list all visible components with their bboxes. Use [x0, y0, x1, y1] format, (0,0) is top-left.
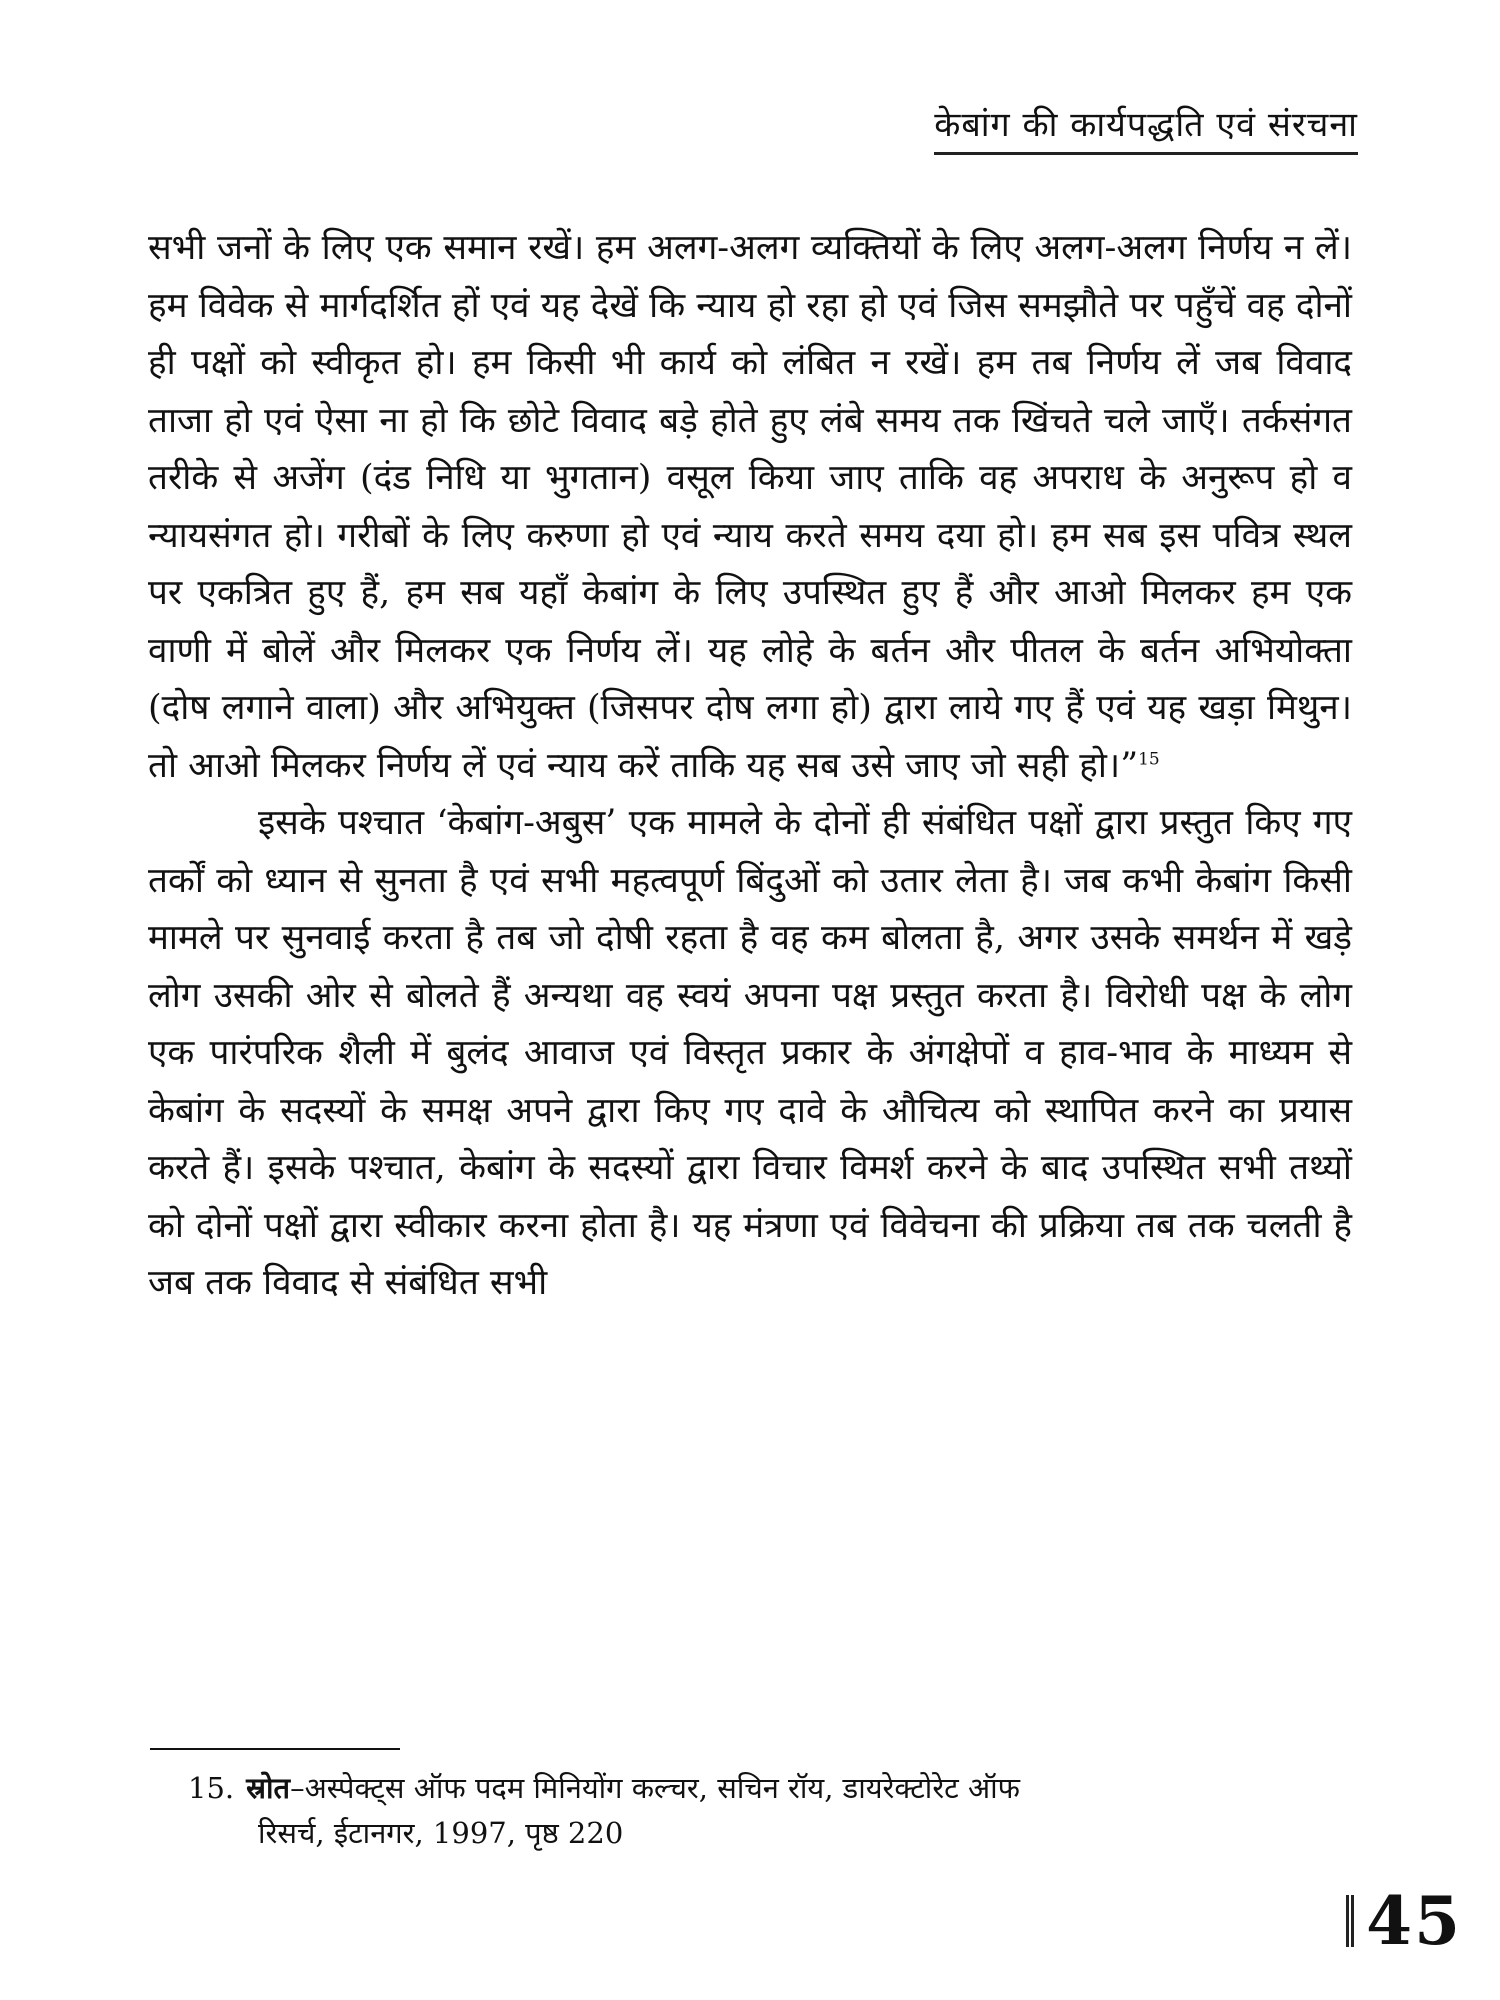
footnote-number: 15. — [188, 1771, 235, 1805]
footnote-label: स्रोत — [246, 1771, 291, 1805]
footnote-line-2: रिसर्च, ईटानगर, 1997, पृष्ठ 220 — [258, 1816, 624, 1850]
footnote — [188, 1766, 1352, 1856]
body-text — [148, 220, 1352, 1313]
footnote-divider — [150, 1748, 400, 1750]
paragraph-1-text: सभी जनों के लिए एक समान रखें। हम अलग-अलग व्यक्तियों के लिए अलग-अलग निर्णय न लें। हम विवेक से मार्गदर्शित हों एवं यह देखें कि न्याय हो रहा हो एवं जिस समझौते पर पहुँचें वह दोनों ही पक्षों को स्वीकृत हो। हम किसी भी कार्य को लंबित न रखें। हम तब निर्णय लें जब विवाद ताजा हो एवं ऐसा ना हो कि छोटे विवाद बड़े होते हुए लंबे समय तक खिंचते चले जाएँ। तर्कसंगत तरीके से अजेंग (दंड निधि या भुगतान) वसूल किया जाए ताकि वह अपराध के अनुरूप हो व न्यायसंगत हो। गरीबों के लिए करुणा हो एवं न्याय करते समय दया हो। हम सब इस पवित्र स्थल पर एकत्रित हुए हैं, हम सब यहाँ केबांग के लिए उपस्थित हुए हैं और आओ मिलकर हम एक वाणी में बोलें और मिलकर एक निर्णय लें। यह लोहे के बर्तन और पीतल के बर्तन अभियोक्ता (दोष लगाने वाला) और अभियुक्त (जिसपर दोष लगा हो) द्वारा लाये गए हैं एवं यह खड़ा मिथुन। तो आओ मिलकर निर्णय लें एवं न्याय करें ताकि यह सब उसे जाए जो सही हो।” — [148, 228, 1352, 786]
page-number-text: 45 — [1366, 1882, 1462, 1960]
paragraph-2: इसके पश्चात ‘केबांग-अबुस’ एक मामले के दोनों ही संबंधित पक्षों द्वारा प्रस्तुत किए गए तर्कों को ध्यान से सुनता है एवं सभी महत्वपूर्ण बिंदुओं को उतार लेता है। जब कभी केबांग किसी मामले पर सुनवाई करता है तब जो दोषी रहता है वह कम बोलता है, अगर उसके समर्थन में खड़े लोग उसकी ओर से बोलते हैं अन्यथा वह स्वयं अपना पक्ष प्रस्तुत करता है। विरोधी पक्ष के लोग एक पारंपरिक शैली में बुलंद आवाज एवं विस्तृत प्रकार के अंगक्षेपों व हाव-भाव के माध्यम से केबांग के सदस्यों के समक्ष अपने द्वारा किए गए दावे के औचित्य को स्थापित करने का प्रयास करते हैं। इसके पश्चात, केबांग के सदस्यों द्वारा विचार विमर्श करने के बाद उपस्थित सभी तथ्यों को दोनों पक्षों द्वारा स्वीकार करना होता है। यह मंत्रणा एवं विवेचना की प्रक्रिया तब तक चलती है जब तक विवाद से संबंधित सभी — [148, 803, 1352, 1303]
paragraph-1 — [148, 220, 1352, 795]
footnote-line-1: –अस्पेक्ट्स ऑफ पदम मिनियोंग कल्चर, सचिन रॉय, डायरेक्टोरेट ऑफ — [290, 1771, 1021, 1805]
page-number — [1346, 1882, 1462, 1960]
running-header: केबांग की कार्यपद्धति एवं संरचना — [934, 100, 1358, 155]
footnote-reference: 15 — [1138, 748, 1160, 769]
page-marker-bar — [1346, 1895, 1356, 1947]
